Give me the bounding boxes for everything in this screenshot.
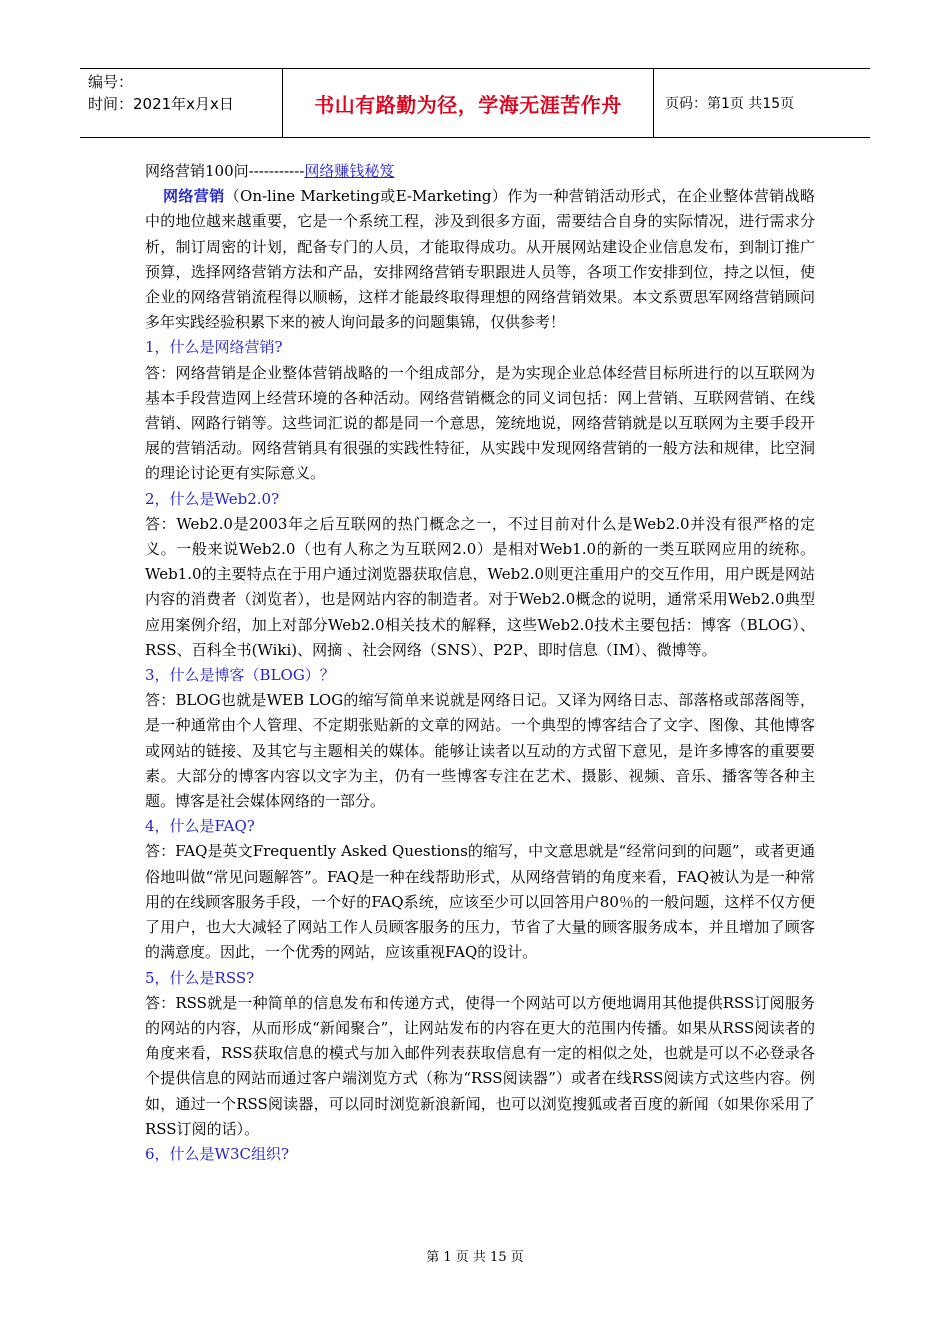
- answer-2: 答：Web2.0是2003年之后互联网的热门概念之一，不过目前对什么是Web2.0并没有很严格的定义。一般来说Web2.0（也有人称之为互联网2.0）是相对Web1.0的新的一类互联网应用的统称。Web1.0的主要特点在于用户通过浏览器获取信息，Web2.0则更注重用户的交互作用，用户既是网站内容的消费者（浏览者），也是网站内容的制造者。对于Web2.0概念的说明，通常采用Web2.0典型应用案例介绍，加上对部分Web2.0相关技术的解释，这些Web2.0技术主要包括：博客（BLOG）、RSS、百科全书(Wiki)、网摘 、社会网络（SNS）、P2P、即时信息（IM）、微博等。: [145, 514, 815, 659]
- answer-5: 答：RSS就是一种简单的信息发布和传递方式，使得一个网站可以方便地调用其他提供RSS订阅服务的网站的内容，从而形成“新闻聚合”，让网站发布的内容在更大的范围内传播。如果从RSS阅读者的角度来看，RSS获取信息的模式与加入邮件列表获取信息有一定的相似之处，也就是可以不必登录各个提供信息的网站而通过客户端浏览方式（称为“RSS阅读器”）或者在线RSS阅读方式这些内容。例如，通过一个RSS阅读器，可以同时浏览新浪新闻，也可以浏览搜狐或者百度的新闻（如果你采用了RSS订阅的话）。: [145, 993, 815, 1138]
- question-5: 5，什么是RSS?: [145, 968, 255, 987]
- answer-4: 答：FAQ是英文Frequently Asked Questions的缩写，中文意思就是“经常问到的问题”，或者更通俗地叫做“常见问题解答”。FAQ是一种在线帮助形式，从网络营销的角度来看，FAQ被认为是一种常用的在线顾客服务手段，一个好的FAQ系统，应该至少可以回答用户80％的一般问题，这样不仅方便了用户，也大大减轻了网站工作人员顾客服务的压力，节省了大量的顾客服务成本，并且增加了顾客的满意度。因此，一个优秀的网站，应该重视FAQ的设计。: [145, 842, 815, 962]
- intro-keyword: 网络营销: [163, 187, 225, 206]
- header-divider: [653, 69, 654, 137]
- answer-1: 答：网络营销是企业整体营销战略的一个组成部分，是为实现企业总体经营目标所进行的以互联网为基本手段营造网上经营环境的各种活动。网络营销概念的同义词包括：网上营销、互联网营销、在线营销、网路行销等。这些词汇说的都是同一个意思，笼统地说，网络营销就是以互联网为主要手段开展的营销活动。网络营销具有很强的实践性特征，从实践中发现网络营销的一般方法和规律，比空洞的理论讨论更有实际意义。: [145, 363, 815, 483]
- question-2: 2，什么是Web2.0?: [145, 489, 280, 508]
- title-prefix: 网络营销100问-----------: [145, 162, 305, 180]
- question-1: 1，什么是网络营销?: [145, 338, 283, 357]
- page-info: 页码：第1页 共15页: [665, 96, 795, 112]
- question-6: 6，什么是W3C组织?: [145, 1144, 290, 1163]
- time-label: 时间：2021年x月x日: [88, 95, 234, 113]
- document-body: [145, 159, 815, 1167]
- answer-3: 答：BLOG也就是WEB LOG的缩写简单来说就是网络日记。又译为网络日志、部落格或部落阁等，是一种通常由个人管理、不定期张贴新的文章的网站。一个典型的博客结合了文字、图像、其他博客或网站的链接、及其它与主题相关的媒体。能够让读者以互动的方式留下意见，是许多博客的重要要素。大部分的博客内容以文字为主，仍有一些博客专注在艺术、摄影、视频、音乐、播客等各种主题。博客是社会媒体网络的一部分。: [145, 691, 815, 811]
- page-footer: 第 1 页 共 15 页: [426, 1250, 524, 1265]
- document-title: [145, 159, 815, 184]
- header-meta: [88, 71, 234, 115]
- header-motto: 书山有路勤为径，学海无涯苦作舟: [314, 93, 622, 117]
- intro-paragraph: [145, 184, 815, 335]
- secrets-link[interactable]: 网络赚钱秘笈: [304, 162, 395, 180]
- intro-text: （On-line Marketing或E-Marketing）作为一种营销活动形式，在企业整体营销战略中的地位越来越重要，它是一个系统工程，涉及到很多方面，需要结合自身的实际情况，进行需求分析，制订周密的计划，配备专门的人员，才能取得成功。从开展网站建设企业信息发布，到制订推广预算，选择网络营销方法和产品，安排网络营销专职跟进人员等，各项工作安排到位，持之以恒，使企业的网络营销流程得以顺畅，这样才能最终取得理想的网络营销效果。本文系贾思军网络营销顾问多年实践经验积累下来的被人询问最多的问题集锦，仅供参考！: [145, 187, 815, 332]
- page-header: [80, 68, 870, 138]
- question-3: 3，什么是博客（BLOG）？: [145, 666, 335, 685]
- number-label: 编号：: [88, 73, 134, 91]
- question-4: 4，什么是FAQ?: [145, 817, 255, 836]
